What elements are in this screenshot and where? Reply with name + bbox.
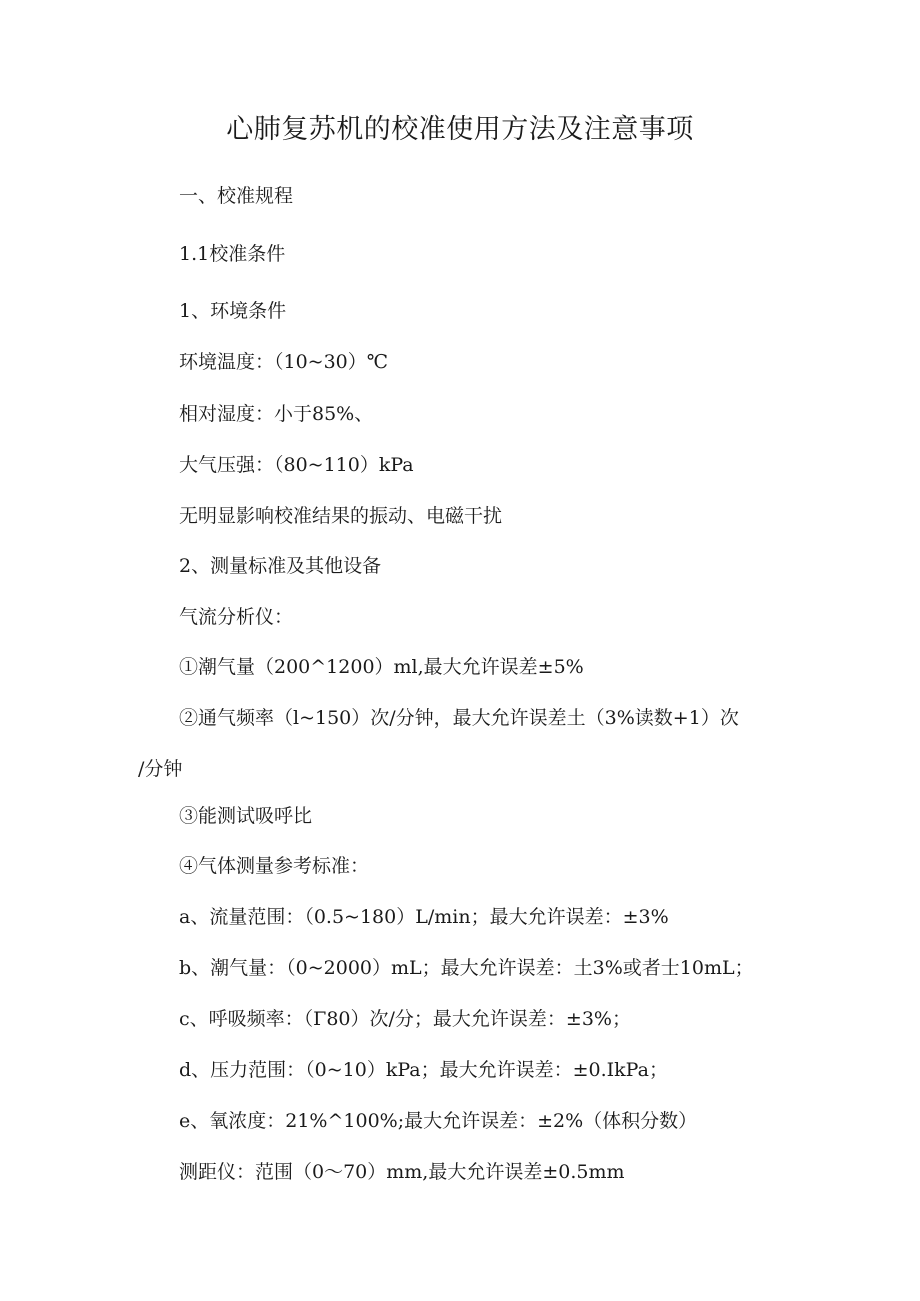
item-heading: 2、测量标准及其他设备 [179, 555, 382, 577]
document-title: 心肺复苏机的校准使用方法及注意事项 [226, 114, 694, 145]
text-line: d、压力范围：（0~10）kPa；最大允许误差：±0.IkPa； [179, 1059, 668, 1081]
text-line: a、流量范围：（0.5~180）L/min；最大允许误差：±3% [179, 906, 669, 928]
text-line: 环境温度：（10~30）℃ [179, 351, 389, 373]
text-line: 气流分析仪： [179, 606, 294, 628]
text-line: ④气体测量参考标准： [179, 855, 370, 877]
text-line: 相对湿度：小于85%、 [179, 403, 374, 425]
text-line: 大气压强：（80~110）kPa [179, 454, 414, 476]
text-line: c、呼吸频率：（Γ80）次/分；最大允许误差：±3%； [179, 1008, 631, 1030]
item-heading: 1、环境条件 [179, 300, 287, 322]
text-line: e、氧浓度：21%^100%;最大允许误差：±2%（体积分数） [179, 1110, 698, 1132]
text-line: 无明显影响校准结果的振动、电磁干扰 [179, 505, 503, 527]
text-line: ③能测试吸呼比 [179, 805, 313, 827]
text-line: ②通气频率（l~150）次/分钟，最大允许误差土（3%读数+1）次 [179, 707, 739, 729]
text-line: ①潮气量（200^1200）ml,最大允许误差±5% [179, 656, 584, 678]
text-line: 测距仪：范围（0～70）mm,最大允许误差±0.5mm [179, 1161, 625, 1183]
text-line-continuation: /分钟 [138, 758, 183, 780]
subsection-heading: 1.1校准条件 [179, 243, 286, 265]
text-line: b、潮气量：（0~2000）mL；最大允许误差：土3%或者士10mL； [179, 957, 754, 979]
section-heading: 一、校准规程 [179, 185, 294, 207]
